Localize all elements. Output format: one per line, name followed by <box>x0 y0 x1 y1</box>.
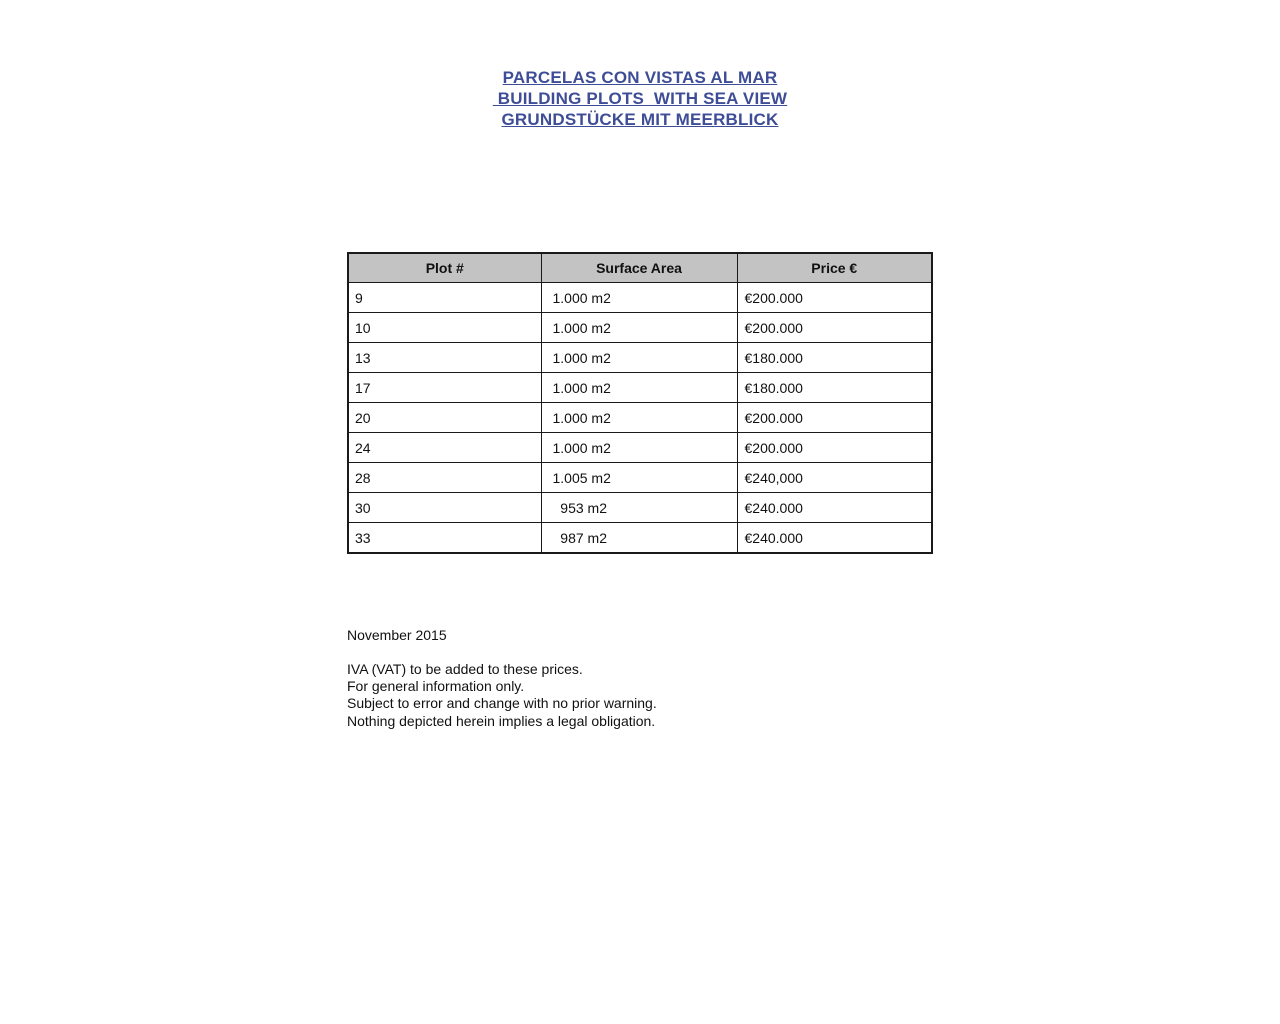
surface-cell: 987 m2 <box>541 523 737 554</box>
table-row <box>348 283 932 313</box>
price-cell: €240.000 <box>737 493 932 523</box>
surface-cell: 953 m2 <box>541 493 737 523</box>
price-table-header <box>348 253 932 283</box>
document-title <box>0 67 1280 130</box>
table-row <box>348 493 932 523</box>
price-cell: €200.000 <box>737 313 932 343</box>
plot-cell: 24 <box>348 433 541 463</box>
table-row <box>348 433 932 463</box>
table-row <box>348 313 932 343</box>
table-row <box>348 343 932 373</box>
plot-cell: 17 <box>348 373 541 403</box>
plot-cell: 20 <box>348 403 541 433</box>
document-date: November 2015 <box>347 627 447 643</box>
table-row <box>348 463 932 493</box>
table-row <box>348 403 932 433</box>
title-line-german: GRUNDSTÜCKE MIT MEERBLICK <box>501 110 779 129</box>
price-cell: €240.000 <box>737 523 932 554</box>
footer-note-obligation: Nothing depicted herein implies a legal obligation. <box>347 712 656 729</box>
price-cell: €240,000 <box>737 463 932 493</box>
plot-cell: 30 <box>348 493 541 523</box>
price-cell: €200.000 <box>737 403 932 433</box>
footer-block <box>347 627 657 730</box>
table-row <box>348 373 932 403</box>
plots-price-table <box>347 252 933 554</box>
price-table-body <box>348 283 932 554</box>
column-header-surface: Surface Area <box>541 253 737 283</box>
title-line-spanish: PARCELAS CON VISTAS AL MAR <box>502 68 778 87</box>
plot-cell: 33 <box>348 523 541 554</box>
price-cell: €200.000 <box>737 433 932 463</box>
surface-cell: 1.000 m2 <box>541 433 737 463</box>
header-row <box>348 253 932 283</box>
plot-cell: 28 <box>348 463 541 493</box>
price-cell: €200.000 <box>737 283 932 313</box>
footer-note-vat: IVA (VAT) to be added to these prices. <box>347 661 583 677</box>
plot-cell: 10 <box>348 313 541 343</box>
column-header-price: Price € <box>737 253 932 283</box>
surface-cell: 1.000 m2 <box>541 403 737 433</box>
surface-cell: 1.000 m2 <box>541 283 737 313</box>
surface-cell: 1.000 m2 <box>541 313 737 343</box>
column-header-plot: Plot # <box>348 253 541 283</box>
surface-cell: 1.000 m2 <box>541 373 737 403</box>
surface-cell: 1.000 m2 <box>541 343 737 373</box>
price-cell: €180.000 <box>737 343 932 373</box>
plot-cell: 13 <box>348 343 541 373</box>
price-cell: €180.000 <box>737 373 932 403</box>
footer-note-information: For general information only. <box>347 678 525 695</box>
table-row <box>348 523 932 554</box>
title-line-english: BUILDING PLOTS WITH SEA VIEW <box>492 89 788 108</box>
surface-cell: 1.005 m2 <box>541 463 737 493</box>
plot-cell: 9 <box>348 283 541 313</box>
footer-note-errors: Subject to error and change with no prior warning. <box>347 695 657 712</box>
